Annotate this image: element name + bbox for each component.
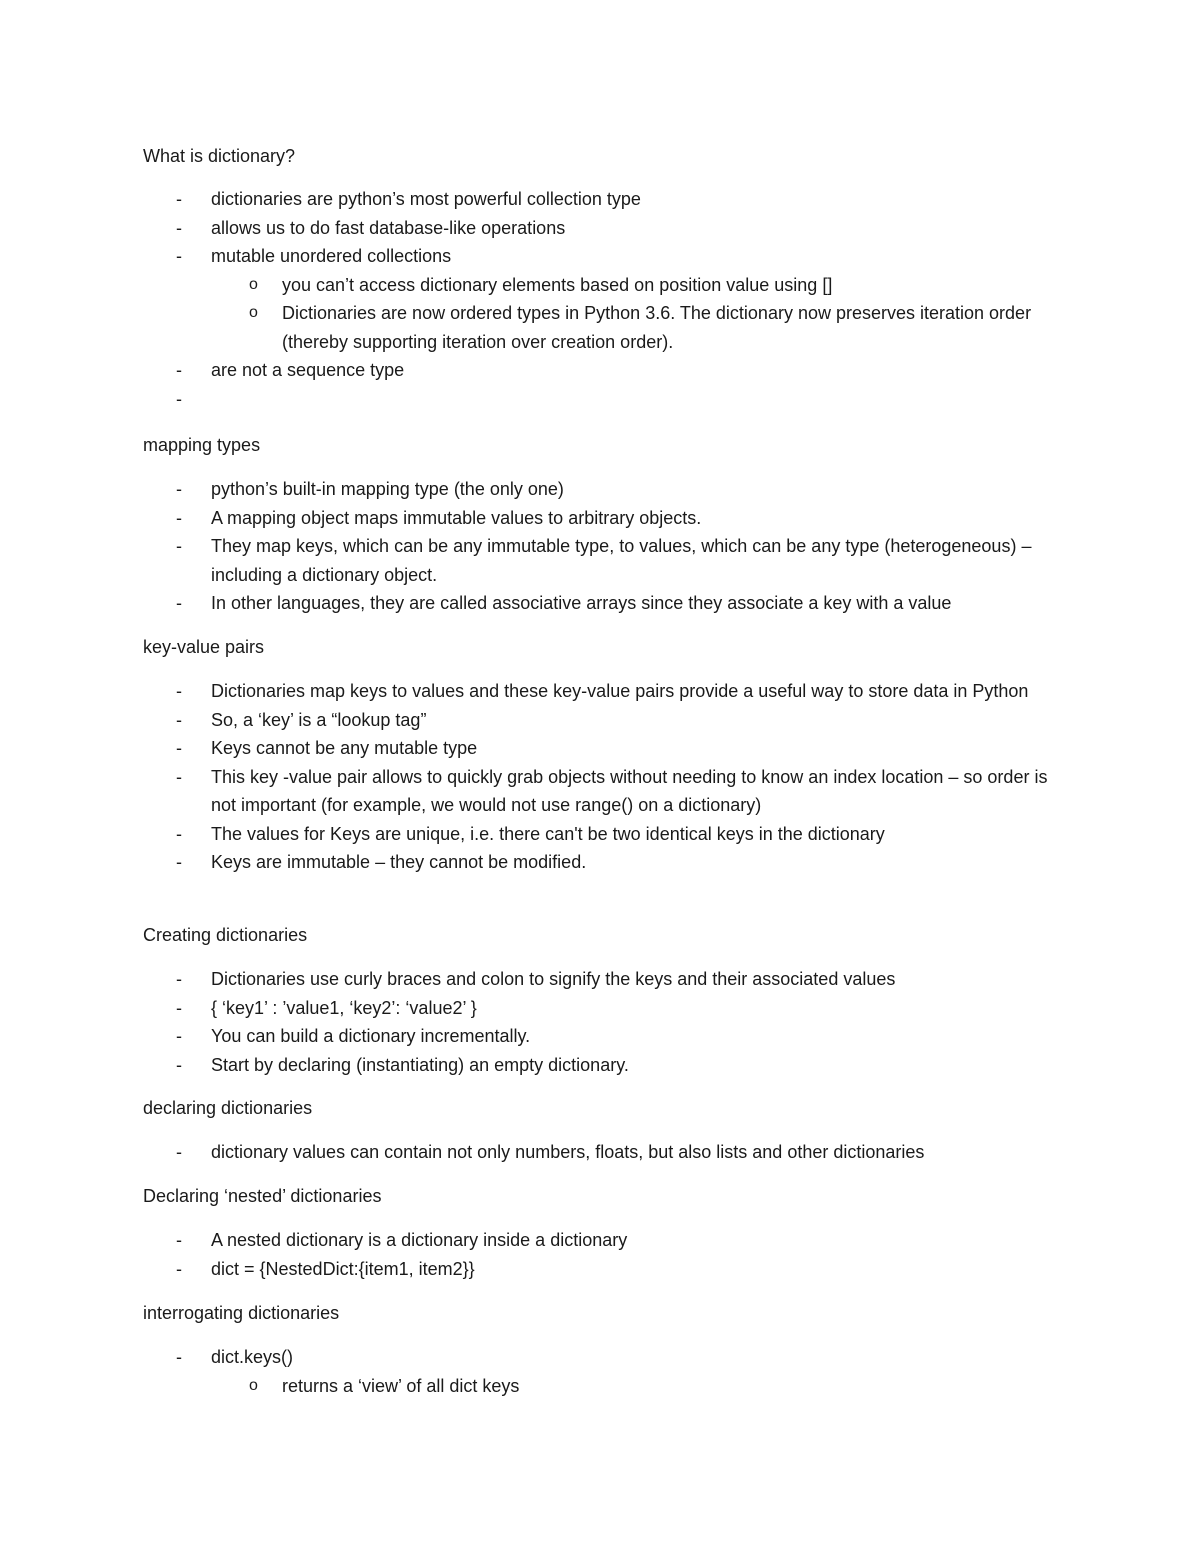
section-heading: interrogating dictionaries [143, 1303, 340, 1323]
bullet-list [0, 677, 1200, 877]
dash-bullet: - [176, 681, 182, 701]
sub-list-item: o you can’t access dictionary elements based on position value using [] [0, 271, 1200, 300]
list-item: - Keys are immutable – they cannot be modified. [0, 848, 1200, 877]
list-item: - mutable unordered collections [0, 242, 1200, 271]
dash-bullet: - [176, 766, 182, 787]
list-item: - { ‘key1’ : ’value1, ‘key2’: ‘value2’ } [0, 994, 1200, 1023]
list-item: - Keys cannot be any mutable type [0, 734, 1200, 763]
dash-bullet: - [176, 823, 182, 844]
list-item: - So, a ‘key’ is a “lookup tag” [0, 706, 1200, 735]
dash-bullet: - [176, 1142, 182, 1162]
dash-bullet: - [176, 997, 182, 1018]
section-heading: key-value pairs [143, 637, 265, 657]
section-heading: What is dictionary? [143, 146, 296, 166]
list-item: - dict = {NestedDict:{item1, item2}} [0, 1255, 1200, 1284]
dash-bullet: - [176, 969, 182, 989]
dash-bullet: - [176, 388, 182, 409]
bullet-list [0, 965, 1200, 1079]
list-item: - In other languages, they are called associative arrays since they associate a key with a value [0, 589, 1200, 618]
dash-bullet: - [176, 217, 182, 238]
circle-bullet: o [249, 304, 258, 321]
dash-bullet: - [176, 1026, 182, 1046]
bullet-list [0, 1343, 1200, 1400]
bullet-list [0, 475, 1200, 618]
dash-bullet: - [176, 507, 182, 528]
list-item: - allows us to do fast database-like operations [0, 214, 1200, 243]
circle-bullet: o [249, 275, 258, 293]
dash-bullet: - [176, 593, 182, 613]
section-heading: Declaring ‘nested’ dictionaries [143, 1186, 382, 1206]
dash-bullet: - [176, 709, 182, 730]
section-heading: Creating dictionaries [143, 925, 308, 945]
list-item: - Start by declaring (instantiating) an empty dictionary. [0, 1051, 1200, 1080]
dash-bullet: - [176, 479, 182, 499]
list-item: - A nested dictionary is a dictionary inside a dictionary [0, 1226, 1200, 1255]
circle-bullet: o [249, 1376, 258, 1394]
bullet-list [0, 1226, 1200, 1283]
dash-bullet: - [176, 1347, 182, 1367]
dash-bullet: - [176, 360, 182, 380]
dash-bullet: - [176, 189, 182, 209]
list-item: - You can build a dictionary incrementally. [0, 1022, 1200, 1051]
dash-bullet: - [176, 536, 182, 556]
list-item: - are not a sequence type [0, 356, 1200, 385]
list-item: - python’s built-in mapping type (the only one) [0, 475, 1200, 504]
dash-bullet: - [176, 1054, 182, 1075]
section-heading: declaring dictionaries [143, 1098, 313, 1118]
dash-bullet: - [176, 852, 182, 872]
bullet-list [0, 1138, 1200, 1167]
list-item: - dict.keys() [0, 1343, 1200, 1372]
list-item: - They map keys, which can be any immutable type, to values, which can be any type (heterogeneous) – including a dictionary object. [0, 532, 1200, 589]
list-item: - Dictionaries map keys to values and these key-value pairs provide a useful way to store data in Python [0, 677, 1200, 706]
list-item: - Dictionaries use curly braces and colon to signify the keys and their associated values [0, 965, 1200, 994]
list-item: - The values for Keys are unique, i.e. there can't be two identical keys in the dictionary [0, 820, 1200, 849]
list-item: - This key -value pair allows to quickly grab objects without needing to know an index location – so order is not important (for example, we would not use range() on a dictionary) [0, 763, 1200, 820]
dash-bullet: - [176, 246, 182, 266]
list-item: - dictionaries are python’s most powerful collection type [0, 185, 1200, 214]
list-item: - dictionary values can contain not only numbers, floats, but also lists and other dictionaries [0, 1138, 1200, 1167]
list-item: - A mapping object maps immutable values to arbitrary objects. [0, 504, 1200, 533]
sub-list-item: o Dictionaries are now ordered types in Python 3.6. The dictionary now preserves iteration order (thereby supporting iteration over creation order). [0, 299, 1200, 356]
dash-bullet: - [176, 1230, 182, 1250]
bullet-list [0, 185, 1200, 409]
dash-bullet: - [176, 1258, 182, 1279]
sub-list-item: o returns a ‘view’ of all dict keys [0, 1372, 1200, 1401]
dash-bullet: - [176, 738, 182, 758]
section-heading: mapping types [143, 435, 261, 455]
